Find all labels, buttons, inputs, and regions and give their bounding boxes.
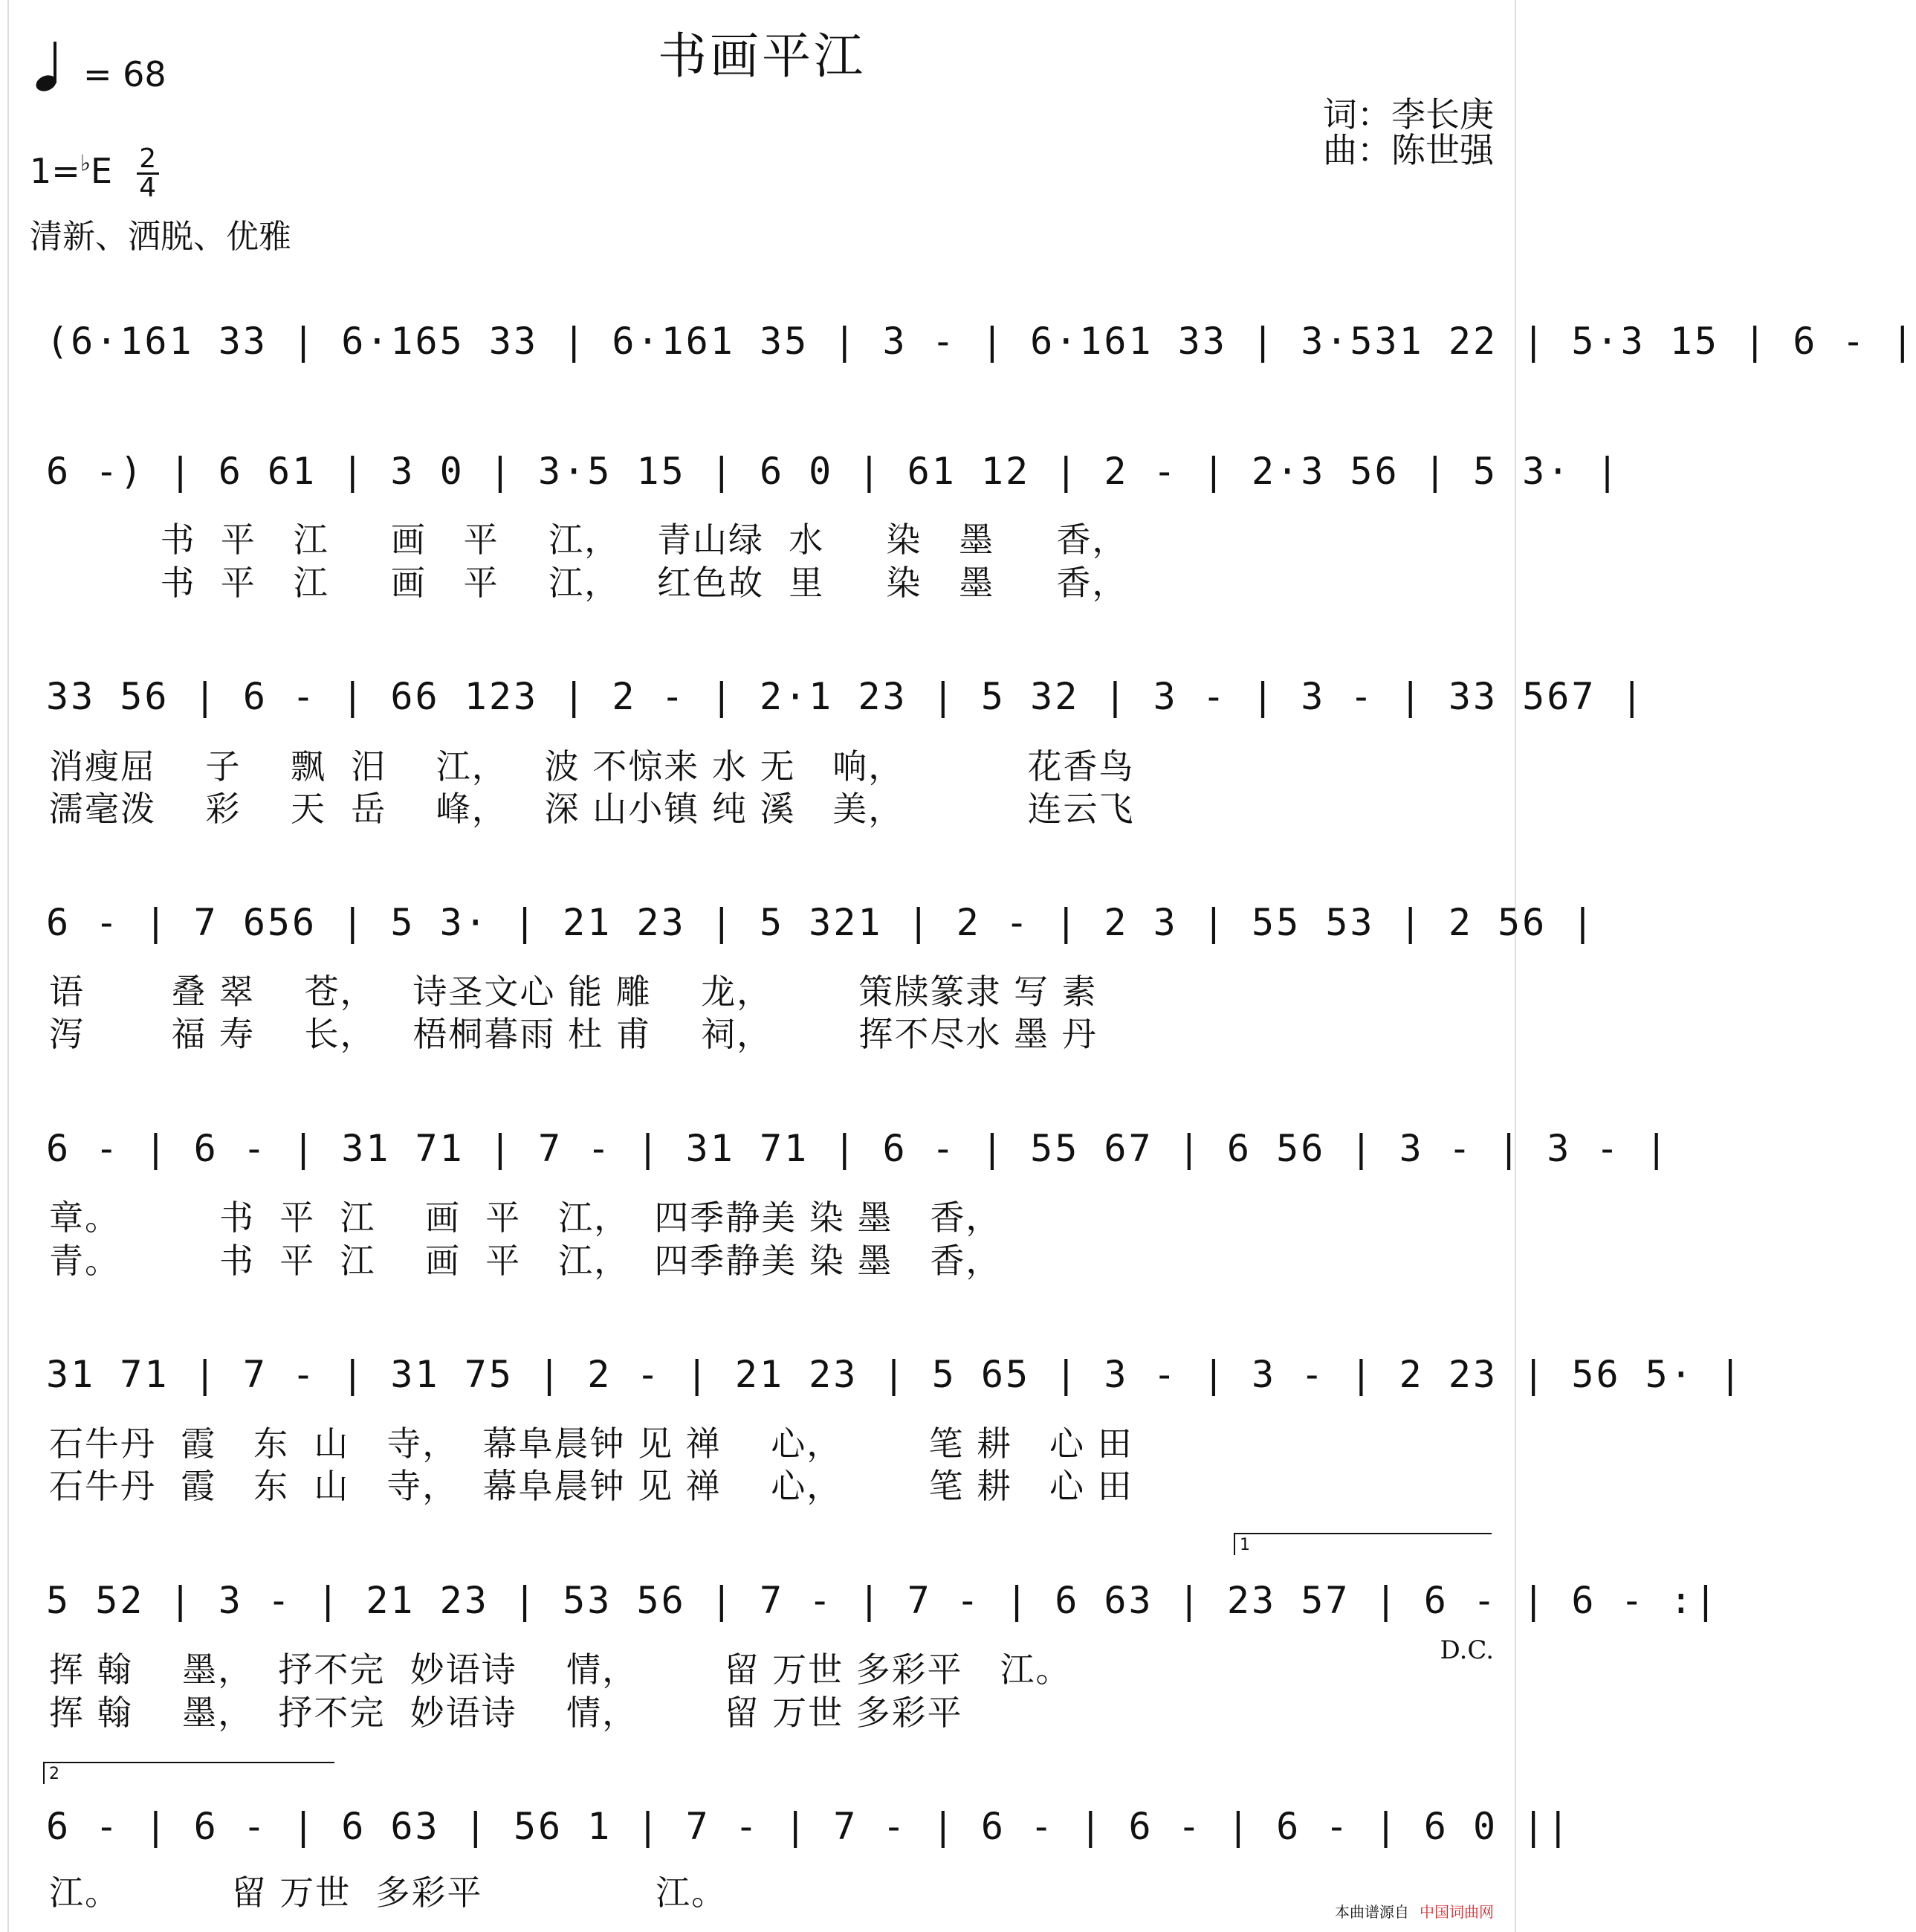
key-note: E	[90, 151, 113, 191]
score-system-6: 31 71 | 7 - | 31 75 | 2 - | 21 23 | 5 65 | 3 - | 3 - | 2 23 | 56 5· |	[46, 1353, 1744, 1396]
lyrics-line-8a: 江。 留 万世 多彩平 江。	[49, 1873, 728, 1913]
lyrics-line-3b: 濡毫泼 彩 天 岳 峰， 深 山小镇 纯 溪 美， 连云飞	[49, 789, 1135, 829]
score-system-2: 6 -) | 6 61 | 3 0 | 3·5 15 | 6 0 | 61 12 | 2 - | 2·3 56 | 5 3· |	[46, 450, 1621, 493]
key-signature	[30, 143, 159, 203]
lyrics-line-7a: 挥 翰 墨， 抒不完 妙语诗 情， 留 万世 多彩平 江。	[49, 1650, 1072, 1690]
lyrics-line-4b: 泻 福 寿 长， 梧桐暮雨 杜 甫 祠， 挥不尽水 墨 丹	[49, 1014, 1098, 1054]
composer-credit: 曲：陈世强	[1323, 130, 1494, 170]
song-title: 书画平江	[658, 28, 866, 85]
first-ending-number: 1	[1240, 1536, 1250, 1554]
lyricist-credit: 词：李长庚	[1323, 94, 1494, 135]
lyrics-line-5a: 章。 书 平 江 画 平 江， 四季静美 染 墨 香，	[49, 1198, 1002, 1238]
footer-site-link[interactable]: 中国词曲网	[1420, 1903, 1494, 1921]
tempo-value: = 68	[83, 54, 166, 94]
lyrics-line-2b: 书 平 江 画 平 江， 红色故 里 染 墨 香，	[49, 563, 1128, 603]
da-capo-marking: D.C.	[1440, 1635, 1494, 1665]
lyrics-line-2a: 书 平 江 画 平 江， 青山绿 水 染 墨 香，	[49, 520, 1128, 560]
left-margin-band	[0, 0, 9, 1932]
lyrics-line-4a: 语 叠 翠 苍， 诗圣文心 能 雕 龙， 策牍篆隶 写 素	[49, 972, 1098, 1012]
lyrics-line-6a: 石牛丹 霞 东 山 寺， 幕阜晨钟 见 禅 心， 笔 耕 心 田	[49, 1424, 1133, 1464]
score-system-8: 6 - | 6 - | 6 63 | 56 1 | 7 - | 7 - | 6 - | 6 - | 6 - | 6 0 ||	[46, 1805, 1572, 1848]
first-ending-bracket	[1234, 1533, 1492, 1555]
score-system-1: (6·161 33 | 6·165 33 | 6·161 35 | 3 - | 6·161 33 | 3·531 22 | 5·3 15 | 6 - |	[46, 320, 1916, 363]
footer-source-text: 本曲谱源自	[1335, 1903, 1409, 1921]
score-system-3: 33 56 | 6 - | 66 123 | 2 - | 2·1 23 | 5 32 | 3 - | 3 - | 33 567 |	[46, 675, 1645, 718]
expression-marking: 清新、洒脱、优雅	[30, 218, 291, 256]
source-footer	[1335, 1900, 1494, 1922]
score-system-4: 6 - | 7 656 | 5 3· | 21 23 | 5 321 | 2 - | 2 3 | 55 53 | 2 56 |	[46, 901, 1596, 944]
time-bottom: 4	[139, 172, 157, 203]
lyrics-line-3a: 消瘦屈 子 飘 汨 江， 波 不惊来 水 无 响， 花香鸟	[49, 746, 1135, 786]
score-system-7: 5 52 | 3 - | 21 23 | 53 56 | 7 - | 7 - | 6 63 | 23 57 | 6 - | 6 - :|	[46, 1579, 1719, 1622]
flat-sign: ♭	[80, 150, 91, 177]
tempo-marking	[36, 43, 166, 94]
lyrics-line-5b: 青。 书 平 江 画 平 江， 四季静美 染 墨 香，	[49, 1241, 1002, 1281]
time-top: 2	[139, 143, 157, 174]
key-prefix: 1=	[30, 151, 80, 191]
quarter-note-icon	[36, 43, 58, 91]
time-signature	[137, 143, 159, 203]
lyrics-line-7b: 挥 翰 墨， 抒不完 妙语诗 情， 留 万世 多彩平	[49, 1693, 963, 1733]
lyrics-line-6b: 石牛丹 霞 东 山 寺， 幕阜晨钟 见 禅 心， 笔 耕 心 田	[49, 1466, 1133, 1506]
second-ending-bracket	[43, 1762, 334, 1784]
score-system-5: 6 - | 6 - | 31 71 | 7 - | 31 71 | 6 - | 55 67 | 6 56 | 3 - | 3 - |	[46, 1127, 1670, 1170]
second-ending-number: 2	[49, 1765, 59, 1783]
right-margin-band	[1515, 0, 1524, 1932]
